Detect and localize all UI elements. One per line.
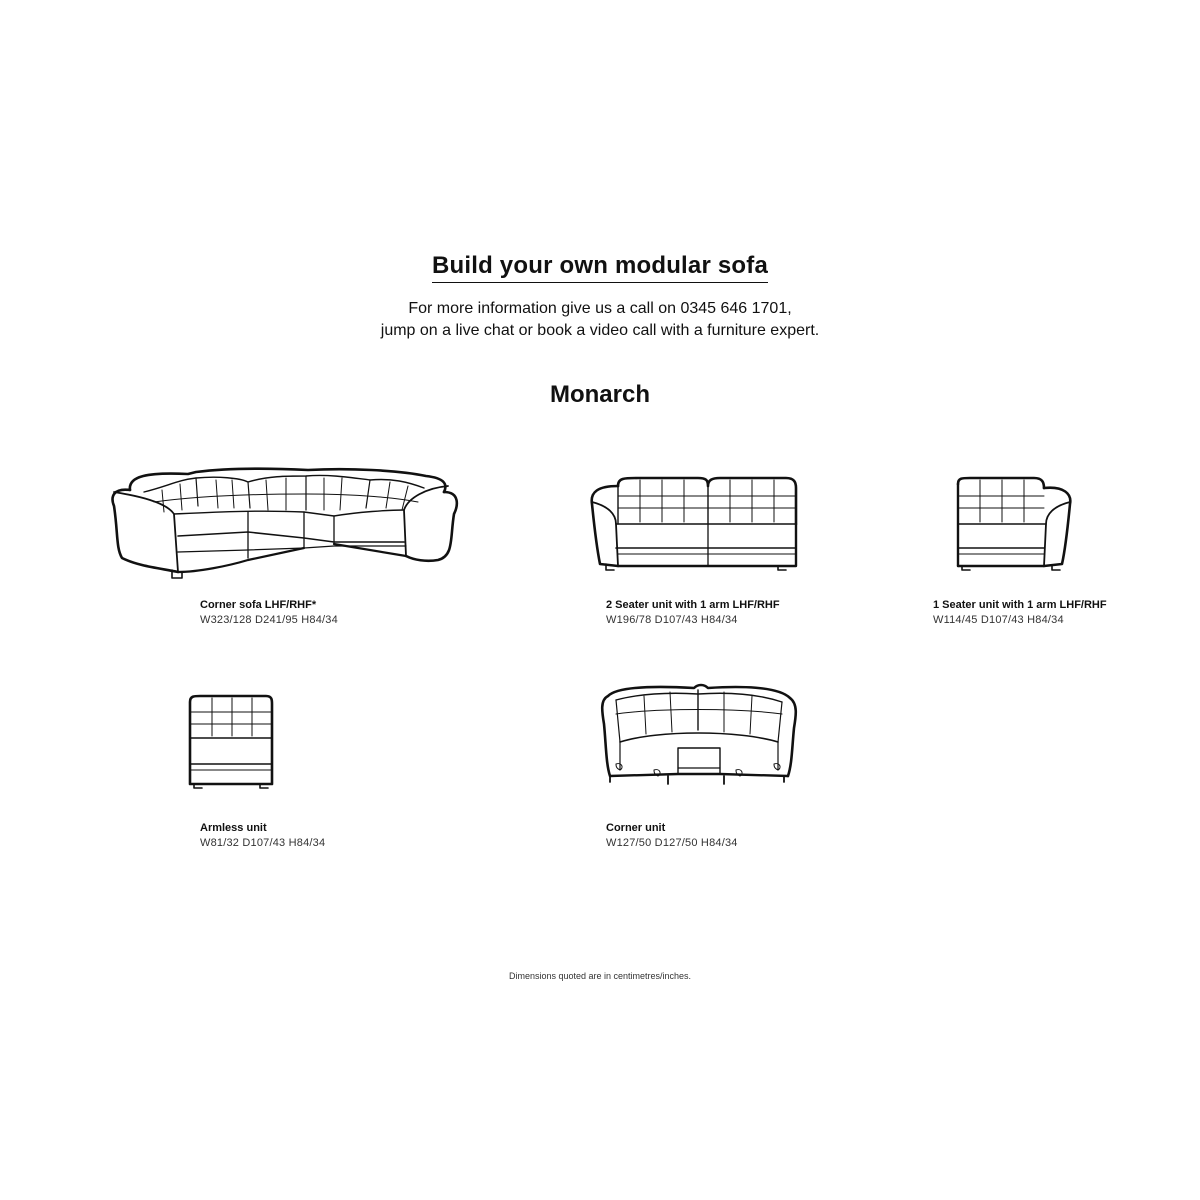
unit-name: Corner unit [606, 822, 666, 834]
corner-unit-illustration [598, 684, 802, 794]
unit-dimensions: W323/128 D241/95 H84/34 [200, 614, 338, 626]
corner-sofa-caption [200, 598, 338, 628]
unit-dimensions: W114/45 D107/43 H84/34 [933, 614, 1064, 626]
contact-info-line-1: For more information give us a call on 0345 646 1701, [408, 300, 792, 317]
two-seater-unit-caption [606, 598, 780, 628]
range-title: Monarch [549, 381, 650, 408]
corner-unit-caption [606, 821, 738, 851]
armless-unit-caption [200, 821, 325, 851]
armless-unit-illustration [186, 692, 282, 792]
heading-container [0, 252, 1200, 283]
unit-name: 1 Seater unit with 1 arm LHF/RHF [933, 599, 1107, 611]
unit-dimensions: W81/32 D107/43 H84/34 [200, 837, 326, 849]
page-title: Build your own modular sofa [432, 252, 768, 283]
contact-info-line-2: jump on a live chat or book a video call with a furniture expert. [380, 322, 820, 339]
one-seater-unit-illustration [952, 474, 1076, 574]
corner-sofa-illustration [108, 462, 460, 582]
dimensions-footnote: Dimensions quoted are in centimetres/inches. [508, 971, 692, 981]
two-seater-unit-illustration [588, 474, 812, 574]
unit-name: 2 Seater unit with 1 arm LHF/RHF [606, 599, 780, 611]
unit-name: Corner sofa LHF/RHF* [200, 599, 317, 611]
one-seater-unit-caption [933, 598, 1107, 628]
unit-dimensions: W127/50 D127/50 H84/34 [606, 837, 738, 849]
unit-name: Armless unit [200, 822, 267, 834]
unit-dimensions: W196/78 D107/43 H84/34 [606, 614, 738, 626]
contact-info [0, 298, 1200, 342]
